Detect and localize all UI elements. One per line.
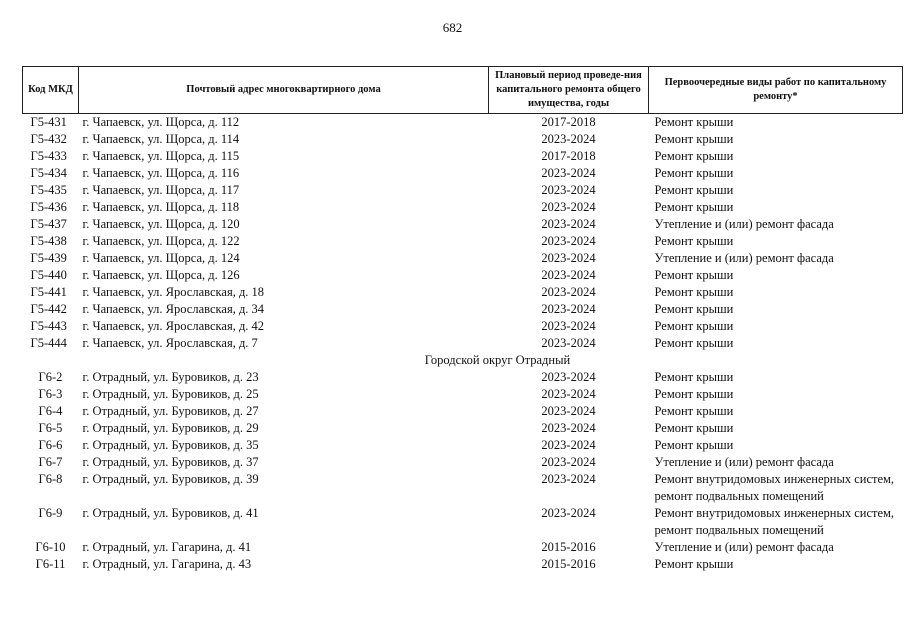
cell-works: Ремонт крыши (654, 234, 734, 248)
cell-code: Г6-9 (38, 506, 63, 520)
table-row (23, 284, 903, 301)
cell-address: г. Чапаевск, ул. Щорса, д. 114 (82, 132, 240, 146)
table-row (23, 420, 903, 437)
cell-code: Г6-7 (38, 455, 63, 469)
cell-period: 2023-2024 (541, 506, 596, 520)
header-period: Плановый период проведе-ния капитального ремонта общего имущества, годы (489, 67, 649, 114)
cell-address: г. Отрадный, ул. Буровиков, д. 37 (82, 455, 259, 469)
cell-works: Ремонт крыши (654, 268, 734, 282)
cell-address: г. Отрадный, ул. Буровиков, д. 41 (82, 506, 259, 520)
cell-period: 2023-2024 (541, 166, 596, 180)
cell-period: 2015-2016 (541, 540, 596, 554)
cell-period: 2023-2024 (541, 302, 596, 316)
cell-period: 2023-2024 (541, 387, 596, 401)
cell-code: Г6-5 (38, 421, 63, 435)
cell-works: Ремонт крыши (654, 302, 734, 316)
table-row (23, 505, 903, 539)
table-row (23, 131, 903, 148)
cell-period: 2023-2024 (541, 370, 596, 384)
table-row (23, 216, 903, 233)
table-row (23, 114, 903, 132)
cell-address: г. Отрадный, ул. Гагарина, д. 43 (82, 557, 252, 571)
cell-code: Г6-6 (38, 438, 63, 452)
cell-code: Г5-437 (30, 217, 67, 231)
cell-address: г. Чапаевск, ул. Щорса, д. 116 (82, 166, 240, 180)
cell-period: 2023-2024 (541, 404, 596, 418)
cell-code: Г5-444 (30, 336, 67, 350)
cell-period: 2023-2024 (541, 200, 596, 214)
cell-period: 2023-2024 (541, 217, 596, 231)
cell-address: г. Чапаевск, ул. Щорса, д. 122 (82, 234, 240, 248)
cell-period: 2023-2024 (541, 251, 596, 265)
cell-period: 2023-2024 (541, 132, 596, 146)
cell-code: Г6-4 (38, 404, 63, 418)
cell-code: Г6-2 (38, 370, 63, 384)
cell-period: 2023-2024 (541, 319, 596, 333)
cell-address: г. Чапаевск, ул. Ярославская, д. 18 (82, 285, 265, 299)
table-row (23, 267, 903, 284)
cell-code: Г5-435 (30, 183, 67, 197)
section-row (23, 352, 903, 369)
table-row (23, 335, 903, 352)
table-row (23, 471, 903, 505)
cell-address: г. Чапаевск, ул. Щорса, д. 115 (82, 149, 240, 163)
table-body (23, 114, 903, 574)
cell-works: Ремонт крыши (654, 166, 734, 180)
cell-code: Г5-439 (30, 251, 67, 265)
cell-code: Г5-431 (30, 115, 67, 129)
table-row (23, 369, 903, 386)
cell-code: Г5-438 (30, 234, 67, 248)
cell-works: Ремонт крыши (654, 557, 734, 571)
table-row (23, 250, 903, 267)
cell-code: Г5-436 (30, 200, 67, 214)
cell-period: 2023-2024 (541, 421, 596, 435)
cell-works: Ремонт крыши (654, 370, 734, 384)
cell-period: 2023-2024 (541, 438, 596, 452)
cell-address: г. Отрадный, ул. Буровиков, д. 35 (82, 438, 259, 452)
cell-code: Г6-11 (35, 557, 66, 571)
cell-code: Г5-441 (30, 285, 67, 299)
cell-code: Г5-442 (30, 302, 67, 316)
cell-works: Ремонт крыши (654, 404, 734, 418)
cell-code: Г6-3 (38, 387, 63, 401)
cell-works: Ремонт крыши (654, 200, 734, 214)
cell-code: Г6-10 (35, 540, 66, 554)
table-row (23, 301, 903, 318)
cell-works: Утепление и (или) ремонт фасада (654, 455, 834, 469)
cell-works: Ремонт крыши (654, 319, 734, 333)
cell-works: Ремонт внутридомовых инженерных систем, ремонт подвальных помещений (654, 472, 895, 503)
cell-works: Ремонт крыши (654, 132, 734, 146)
cell-address: г. Отрадный, ул. Буровиков, д. 39 (82, 472, 259, 486)
cell-address: г. Чапаевск, ул. Щорса, д. 112 (82, 115, 240, 129)
table-row (23, 318, 903, 335)
cell-address: г. Отрадный, ул. Буровиков, д. 29 (82, 421, 259, 435)
cell-address: г. Отрадный, ул. Буровиков, д. 27 (82, 404, 259, 418)
cell-period: 2015-2016 (541, 557, 596, 571)
cell-address: г. Отрадный, ул. Гагарина, д. 41 (82, 540, 252, 554)
header-address: Почтовый адрес многоквартирного дома (79, 67, 489, 114)
cell-period: 2017-2018 (541, 149, 596, 163)
cell-period: 2023-2024 (541, 183, 596, 197)
table-row (23, 539, 903, 556)
cell-address: г. Чапаевск, ул. Ярославская, д. 34 (82, 302, 265, 316)
cell-code: Г5-440 (30, 268, 67, 282)
table-row (23, 165, 903, 182)
cell-period: 2023-2024 (541, 268, 596, 282)
cell-address: г. Чапаевск, ул. Щорса, д. 126 (82, 268, 240, 282)
table-row (23, 148, 903, 165)
cell-works: Ремонт крыши (654, 149, 734, 163)
table-row (23, 437, 903, 454)
cell-works: Ремонт крыши (654, 115, 734, 129)
cell-period: 2023-2024 (541, 234, 596, 248)
cell-works: Утепление и (или) ремонт фасада (654, 540, 834, 554)
repair-schedule-table (22, 66, 903, 573)
cell-code: Г5-432 (30, 132, 67, 146)
cell-address: г. Чапаевск, ул. Щорса, д. 124 (82, 251, 240, 265)
cell-address: г. Отрадный, ул. Буровиков, д. 25 (82, 387, 259, 401)
table-header (23, 67, 903, 114)
cell-period: 2017-2018 (541, 115, 596, 129)
cell-code: Г6-8 (38, 472, 63, 486)
table-row (23, 454, 903, 471)
section-title: Городской округ Отрадный (424, 353, 571, 367)
table-row (23, 386, 903, 403)
cell-code: Г5-433 (30, 149, 67, 163)
cell-works: Ремонт внутридомовых инженерных систем, ремонт подвальных помещений (654, 506, 895, 537)
table-row (23, 556, 903, 573)
cell-period: 2023-2024 (541, 336, 596, 350)
cell-code: Г5-434 (30, 166, 67, 180)
cell-code: Г5-443 (30, 319, 67, 333)
cell-works: Утепление и (или) ремонт фасада (654, 217, 834, 231)
cell-works: Утепление и (или) ремонт фасада (654, 251, 834, 265)
cell-works: Ремонт крыши (654, 183, 734, 197)
table-row (23, 182, 903, 199)
page-number: 682 (442, 20, 463, 35)
cell-period: 2023-2024 (541, 455, 596, 469)
cell-works: Ремонт крыши (654, 336, 734, 350)
cell-works: Ремонт крыши (654, 438, 734, 452)
header-code: Код МКД (23, 67, 79, 114)
cell-address: г. Чапаевск, ул. Щорса, д. 120 (82, 217, 240, 231)
cell-period: 2023-2024 (541, 285, 596, 299)
cell-works: Ремонт крыши (654, 421, 734, 435)
header-works: Первоочередные виды работ по капитальному ремонту* (649, 67, 903, 114)
table-row (23, 403, 903, 420)
cell-address: г. Чапаевск, ул. Ярославская, д. 7 (82, 336, 258, 350)
cell-works: Ремонт крыши (654, 285, 734, 299)
cell-address: г. Чапаевск, ул. Ярославская, д. 42 (82, 319, 265, 333)
table-row (23, 199, 903, 216)
cell-address: г. Отрадный, ул. Буровиков, д. 23 (82, 370, 259, 384)
cell-address: г. Чапаевск, ул. Щорса, д. 118 (82, 200, 240, 214)
cell-period: 2023-2024 (541, 472, 596, 486)
table-row (23, 233, 903, 250)
cell-address: г. Чапаевск, ул. Щорса, д. 117 (82, 183, 240, 197)
cell-works: Ремонт крыши (654, 387, 734, 401)
